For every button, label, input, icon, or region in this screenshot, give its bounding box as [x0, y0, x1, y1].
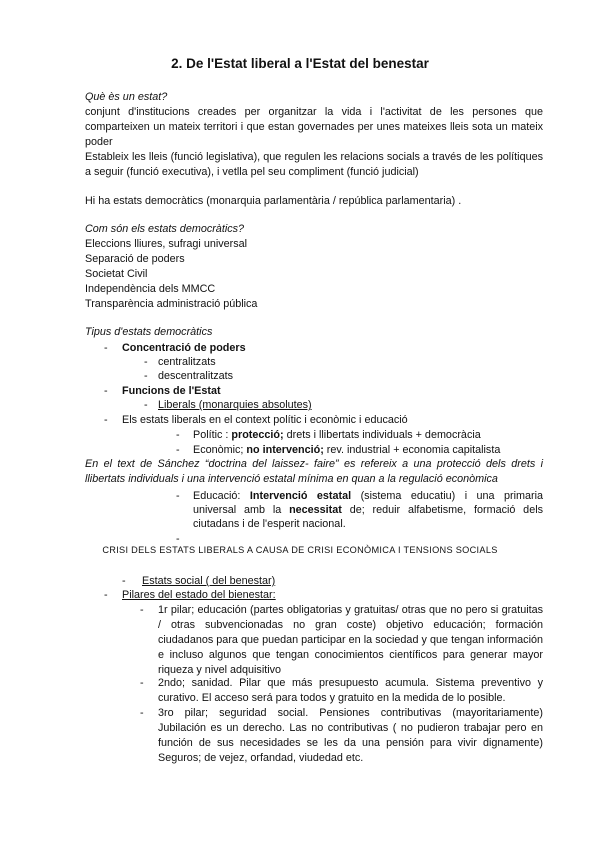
pillar-health: 2ndo; sanidad. Pilar que más presupuesto acumula. Sistema preventivo y curativo. El acceso será para todos y gratuito en la medida de lo posible. — [158, 677, 543, 704]
bullet-liberal-context: Els estats liberals en el context polític i econòmic i educació — [122, 414, 408, 426]
bullet-dash: - — [144, 370, 148, 382]
note-laissez-faire: En el text de Sánchez “doctrina del laissez- faire” es refereix a una protecció dels drets i llibertats individuals i una intervenció estatal mínima en quan a la regulació econòmica — [85, 458, 543, 485]
pillar-education: 1r pilar; educación (partes obligatorias y gratuitas/ otras que no pero si gratuitas / otras subvencionadas no gran coste) objetivo educación; formación ciudadanos para que puedan participar en la sociedad y que tengan información e incluso algunos que tengan conocimientos científicos para generar mayor riqueza y nivel adquisitivo — [158, 604, 543, 676]
paragraph-definition: conjunt d'institucions creades per organitzar la vida i l'activitat de les persones que comparteixen un mateix territori i que estan governades per unes mateixes lleis sota un mateix poder — [85, 106, 543, 148]
bullet-economic: Econòmic; no intervenció; rev. industrial + economia capitalista — [193, 444, 501, 456]
bullet-dash: - — [176, 490, 180, 502]
bullet-dash: - — [104, 414, 108, 426]
bullet-welfare-pillars: Pilares del estado del bienestar: — [122, 589, 276, 601]
bullet-dash: - — [176, 444, 180, 456]
list-item: Transparència administració pública — [85, 298, 258, 310]
page-title: 2. De l'Estat liberal a l'Estat del benestar — [171, 56, 429, 71]
crisis-heading: CRISI DELS ESTATS LIBERALS A CAUSA DE CRISI ECONÒMICA I TENSIONS SOCIALS — [102, 545, 498, 555]
bullet-dash: - — [176, 533, 180, 545]
bullet-decentralized: descentralitzats — [158, 370, 234, 382]
bullet-political: Polític : protecció; drets i llibertats individuals + democràcia — [193, 429, 481, 441]
bullet-dash: - — [104, 342, 108, 354]
pillar-social-security: 3ro pilar; seguridad social. Pensiones contributivas (mayoritariamente) Jubilación es un derecho. Las no contributivas ( no pudieron trabajar pero en función de sus necesidades se les da una pensión para vivir dignamente) Seguros; de vejez, orfandad, viudedad etc. — [158, 707, 543, 764]
bullet-dash: - — [144, 356, 148, 368]
paragraph-democratic-states: Hi ha estats democràtics (monarquia parlamentària / república parlamentaria) . — [85, 195, 462, 207]
list-item: Independència dels MMCC — [85, 283, 216, 295]
bullet-dash: - — [104, 589, 108, 601]
bullet-dash: - — [176, 429, 180, 441]
bullet-dash: - — [104, 385, 108, 397]
section-heading-what-is-state: Què ès un estat? — [85, 91, 168, 103]
bullet-dash: - — [140, 604, 144, 616]
bullet-centralized: centralitzats — [158, 356, 216, 368]
list-item: Societat Civil — [85, 268, 148, 280]
list-item: Separació de poders — [85, 253, 185, 265]
bullet-dash: - — [122, 575, 126, 587]
bullet-concentration: Concentració de poders — [122, 342, 246, 354]
bullet-dash: - — [140, 677, 144, 689]
bullet-welfare-state: Estats social ( del benestar) — [142, 575, 276, 587]
list-item: Eleccions lliures, sufragi universal — [85, 238, 248, 250]
paragraph-functions: Estableix les lleis (funció legislativa), que regulen les relacions socials a través de les polítiques a seguir (funció executiva), i vetlla pel seu compliment (funció judicial) — [85, 151, 543, 178]
bullet-education: Educació: Intervenció estatal (sistema educatiu) i una primaria universal amb la necessitat de; reduir alfabetisme, formació dels ciutadans i de l'esperit nacional. — [193, 490, 544, 530]
section-heading-types: Tipus d'estats democràtics — [85, 326, 213, 338]
bullet-dash: - — [140, 707, 144, 719]
bullet-dash: - — [144, 399, 148, 411]
bullet-state-functions: Funcions de l'Estat — [122, 385, 221, 397]
bullet-liberals: Liberals (monarquies absolutes) — [158, 399, 312, 411]
section-heading-democratic-features: Com són els estats democràtics? — [85, 223, 245, 235]
